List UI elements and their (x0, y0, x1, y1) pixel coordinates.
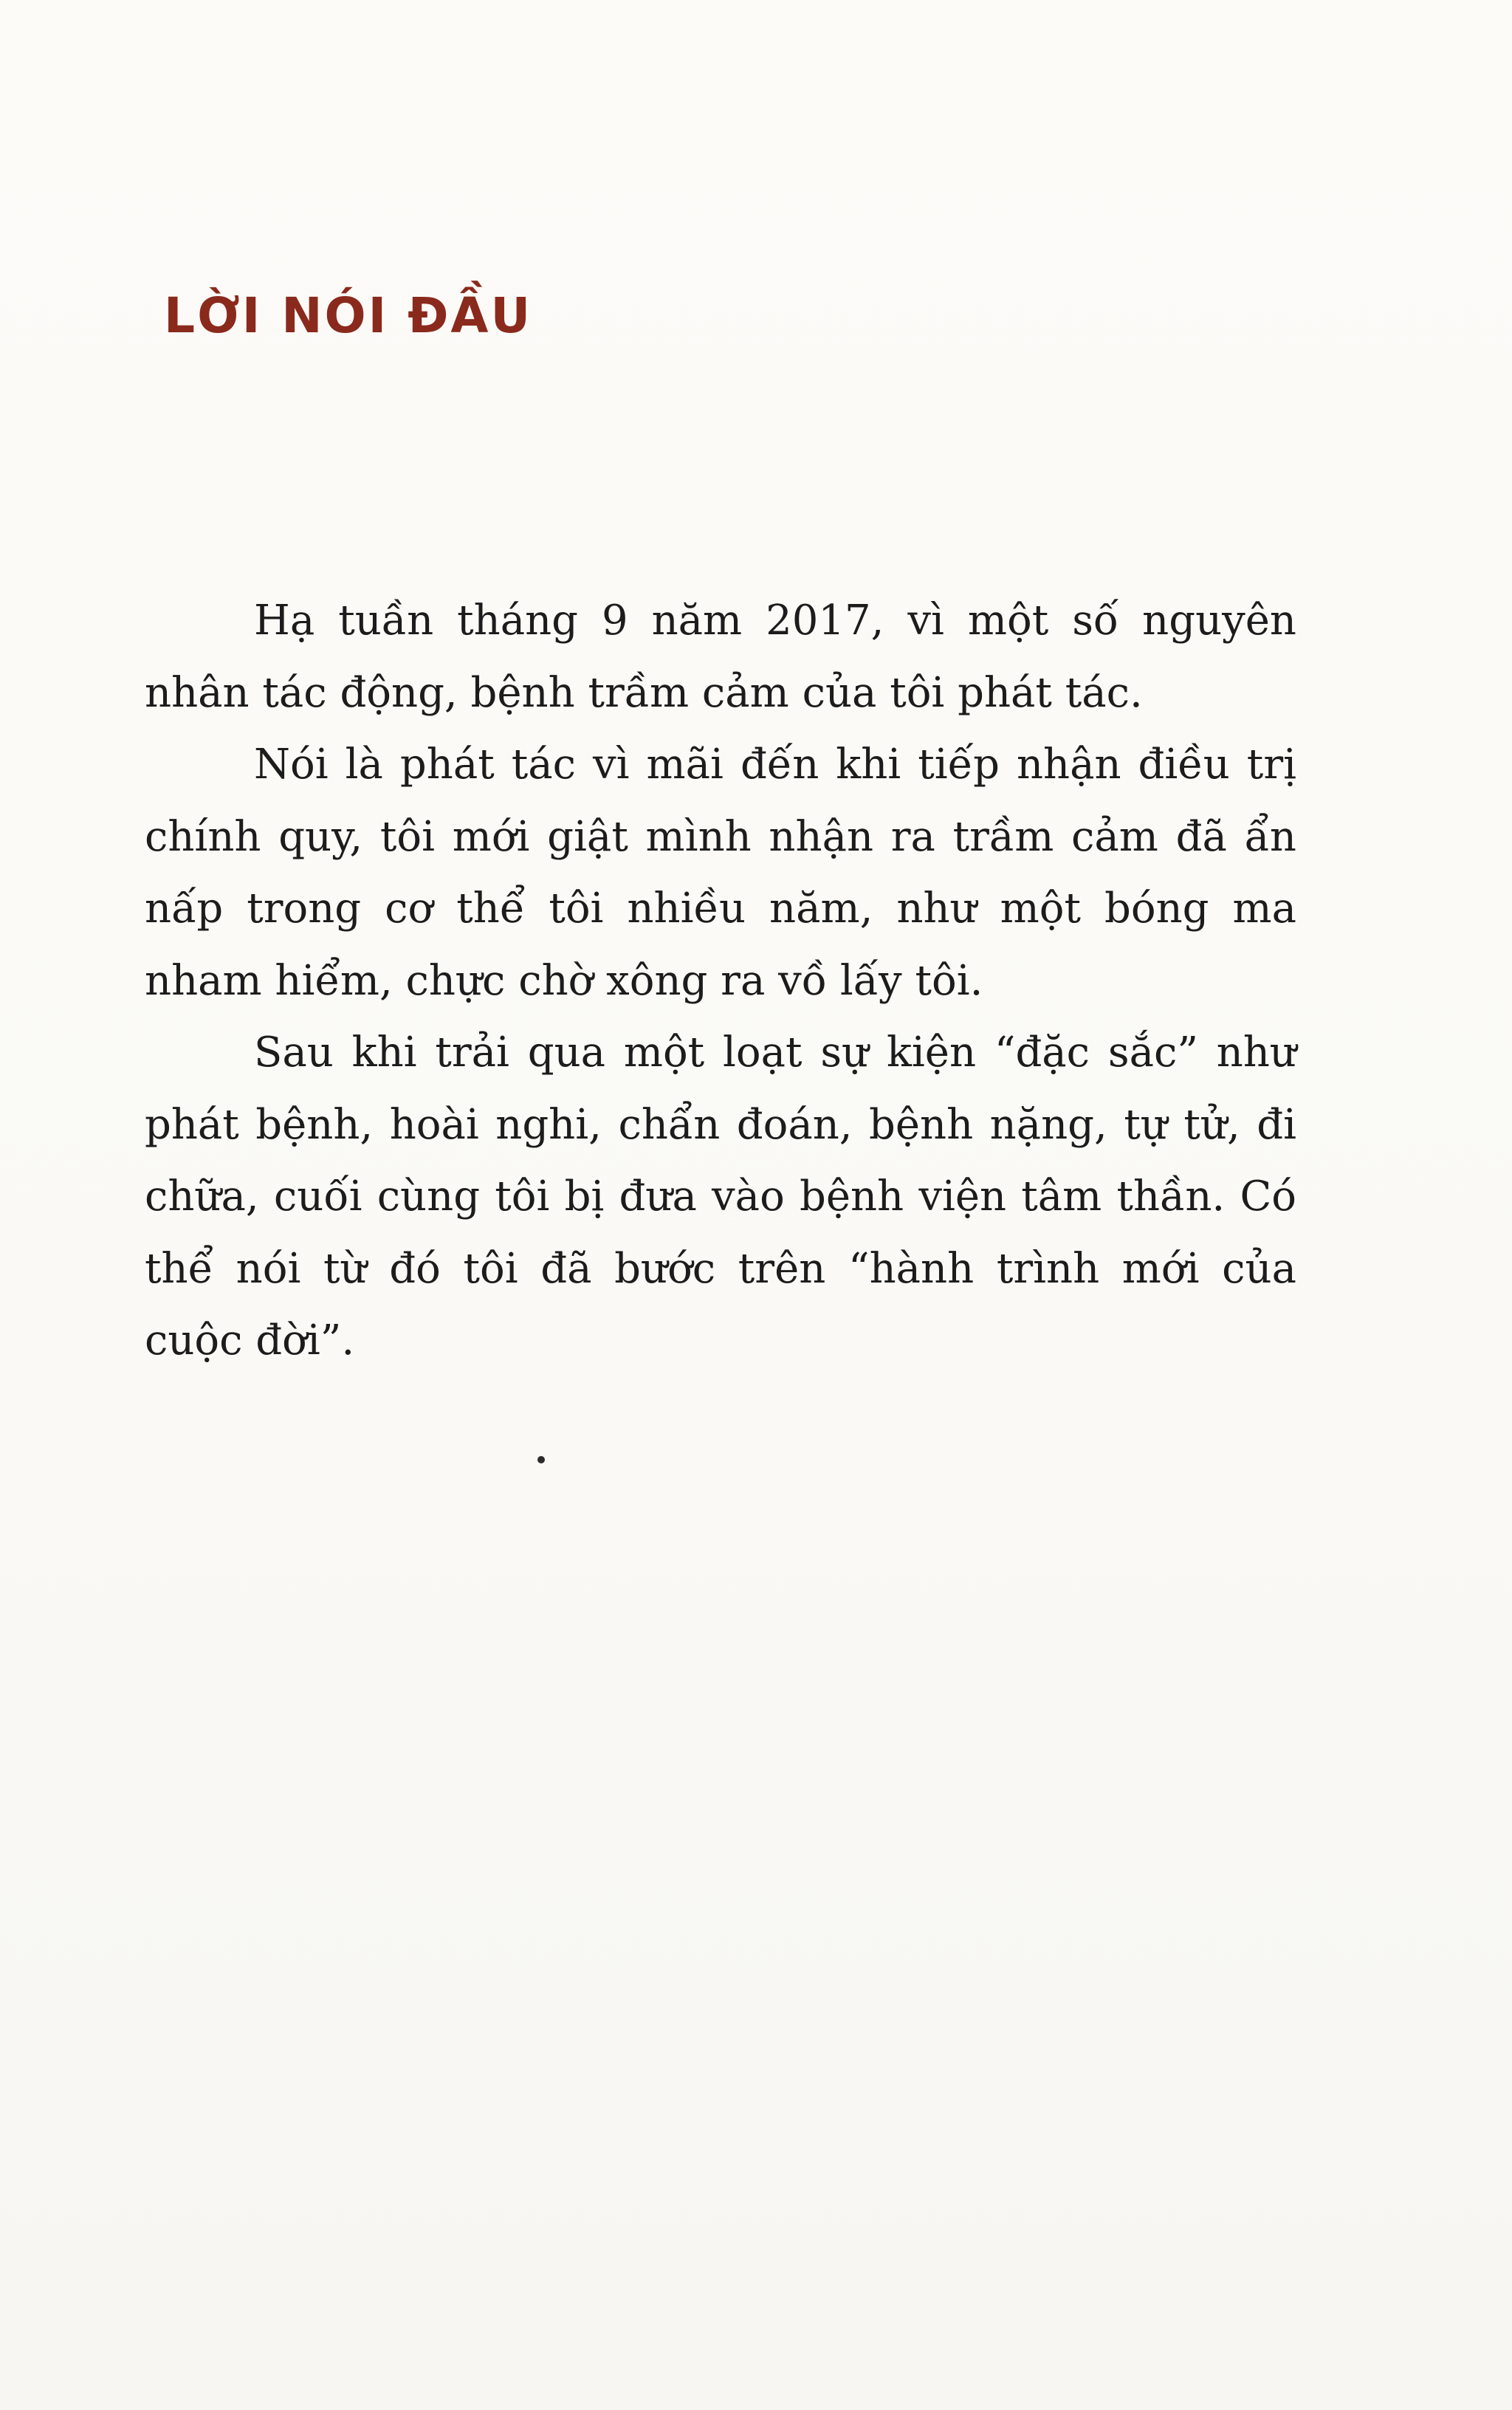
ink-dot (537, 1456, 545, 1463)
paragraph-1: Hạ tuần tháng 9 năm 2017, vì một số nguyên nhân tác động, bệnh trầm cảm của tôi phát tác. (145, 597, 1296, 717)
chapter-heading: LỜI NÓI ĐẦU (164, 287, 533, 344)
paragraph-2: Nói là phát tác vì mãi đến khi tiếp nhận điều trị chính quy, tôi mới giật mình nhận ra trầm cảm đã ẩn nấp trong cơ thể tôi nhiều năm, như một bóng ma nham hiểm, chực chờ xông ra vồ lấy tôi. (145, 741, 1296, 1005)
body-text (145, 585, 1296, 1377)
paragraph-3: Sau khi trải qua một loạt sự kiện “đặc sắc” như phát bệnh, hoài nghi, chẩn đoán, bệnh nặng, tự tử, đi chữa, cuối cùng tôi bị đưa vào bệnh viện tâm thần. Có thể nói từ đó tôi đã bước trên “hành trình mới của cuộc đời”. (145, 1029, 1296, 1364)
